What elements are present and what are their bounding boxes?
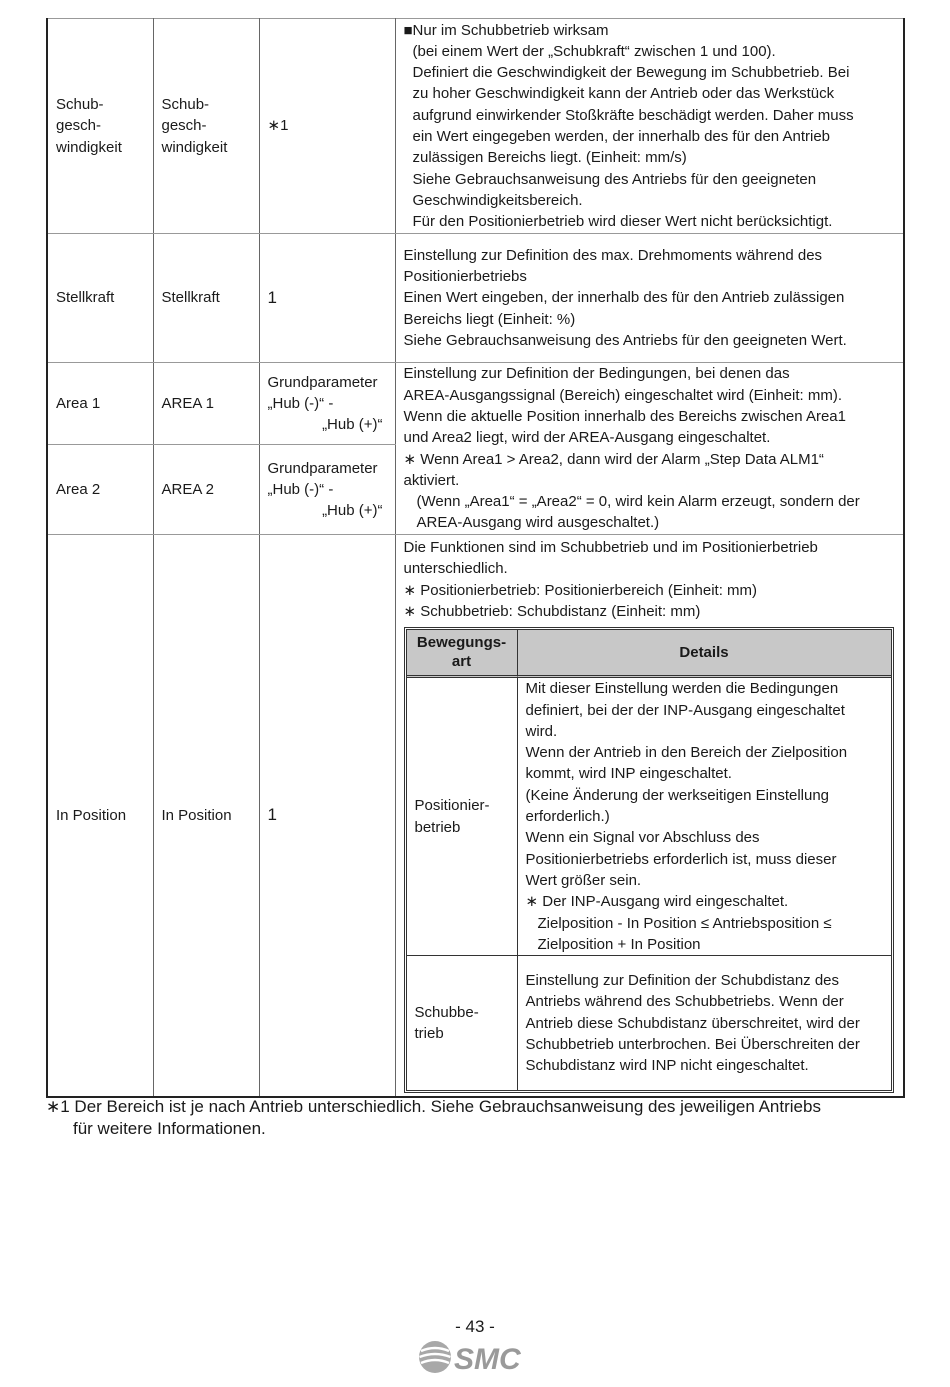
parameter-description-cell: [395, 19, 904, 234]
description-line: Geschwindigkeitsbereich.: [412, 191, 583, 209]
description-line: Die Funktionen sind im Schubbetrieb und im Positionierbetrieb: [403, 539, 818, 556]
details-line: Zielposition - In Position ≤ Antriebsposition ≤: [537, 914, 832, 932]
inner-header-row: [407, 630, 891, 678]
parameter-value-cell: [259, 445, 395, 535]
param-value-line: „Hub (+)“: [322, 416, 383, 434]
param-label-line: gesch-: [161, 117, 207, 135]
description-line: AREA-Ausgang wird ausgeschaltet.): [416, 514, 660, 532]
parameter-description-cell: [395, 535, 904, 1098]
header-details: Details: [517, 630, 891, 678]
description-line: ein Wert eingegeben werden, der innerhalb des für den Antrieb: [412, 128, 831, 145]
description-line: Wenn die aktuelle Position innerhalb des Bereichs zwischen Area1: [403, 407, 846, 425]
param-value-line: Grundparameter: [267, 373, 378, 391]
table-row-stellkraft: [47, 234, 904, 363]
details-line: definiert, bei der der INP-Ausgang eingeschaltet: [525, 701, 845, 719]
kind-line: trieb: [414, 1025, 444, 1043]
table-row-schubgeschwindigkeit: [47, 19, 904, 234]
movement-type-table-wrap: [404, 622, 898, 1093]
footnote-line: für weitere Informationen.: [73, 1118, 266, 1138]
details-line: Antrieb diese Schubdistanz überschreitet, wird der: [525, 1014, 860, 1032]
parameter-value-cell: [259, 234, 395, 363]
description-line: ∗ Positionierbetrieb: Positionierbereich (Einheit: mm): [403, 581, 758, 599]
parameter-label-cell: [153, 19, 259, 234]
movement-kind-cell: [407, 678, 517, 956]
details-line: kommt, wird INP eingeschaltet.: [525, 765, 732, 783]
description-line: und Area2 liegt, wird der AREA-Ausgang eingeschaltet.: [403, 429, 771, 447]
description-line: ∗ Wenn Area1 > Area2, dann wird der Alarm „Step Data ALM1“: [403, 450, 824, 468]
parameter-value-cell: [259, 363, 395, 445]
details-line: Schubdistanz wird INP nicht eingeschaltet.: [525, 1057, 809, 1075]
param-value: 1: [267, 805, 277, 825]
param-name-line: Schub-: [56, 96, 104, 114]
parameter-label-cell: AREA 2: [153, 445, 259, 535]
param-value-line: „Hub (-)“ -: [267, 394, 334, 412]
details-line: erforderlich.): [525, 808, 610, 826]
smc-logo-text: SMC: [454, 1343, 521, 1376]
parameter-name-cell: Area 2: [47, 445, 153, 535]
description-line: Einstellung zur Definition des max. Drehmoments während des: [403, 246, 823, 264]
details-line: ∗ Der INP-Ausgang wird eingeschaltet.: [525, 893, 789, 911]
details-line: Schubbetrieb unterbrochen. Bei Überschreiten der: [525, 1035, 860, 1053]
description-line: (Wenn „Area1“ = „Area2“ = 0, wird kein Alarm erzeugt, sondern der: [416, 493, 860, 511]
param-value-line: „Hub (-)“ -: [267, 480, 334, 498]
description-line: unterschiedlich.: [403, 560, 508, 578]
parameter-value-cell: [259, 19, 395, 234]
parameter-table: [46, 18, 905, 1098]
details-line: Zielposition + In Position: [537, 935, 701, 953]
description-line: Einen Wert eingeben, der innerhalb des für den Antrieb zulässigen: [403, 289, 845, 307]
description-line: Siehe Gebrauchsanweisung des Antriebs für den geeigneten: [412, 170, 817, 188]
param-value-line: Grundparameter: [267, 459, 378, 477]
description-line: aktiviert.: [403, 471, 460, 489]
parameter-name-cell: Area 1: [47, 363, 153, 445]
description-line: ■Nur im Schubbetrieb wirksam: [403, 21, 609, 39]
footnote-line: ∗1 Der Bereich ist je nach Antrieb unterschiedlich. Siehe Gebrauchsanweisung des jeweiligen Antriebs: [46, 1097, 821, 1116]
details-line: Wenn ein Signal vor Abschluss des: [525, 829, 760, 847]
page-number: - 43 -: [455, 1317, 495, 1336]
header-bewegungsart: [407, 630, 517, 678]
kind-line: Positionier-: [414, 797, 490, 815]
parameter-label-cell: In Position: [153, 535, 259, 1098]
description-line: Bereichs liegt (Einheit: %): [403, 310, 576, 328]
parameter-label-cell: AREA 1: [153, 363, 259, 445]
parameter-description-cell: [395, 234, 904, 363]
header-line: Bewegungs-: [416, 634, 507, 652]
param-value-line: „Hub (+)“: [322, 502, 383, 520]
table-row-in-position: [47, 535, 904, 1098]
description-line: Positionierbetriebs: [403, 268, 527, 286]
movement-details-cell: [517, 678, 891, 956]
description-line: (bei einem Wert der „Schubkraft“ zwischen 1 und 100).: [412, 42, 776, 60]
param-name-line: gesch-: [56, 117, 102, 135]
inner-row-positionierbetrieb: [407, 678, 891, 956]
header-line: art: [451, 653, 472, 671]
inner-row-schubbetrieb: [407, 956, 891, 1090]
movement-kind-cell: [407, 956, 517, 1090]
param-name-line: windigkeit: [56, 138, 122, 156]
description-line: ∗ Schubbetrieb: Schubdistanz (Einheit: mm): [403, 602, 701, 620]
description-line: zulässigen Bereichs liegt. (Einheit: mm/s): [412, 149, 687, 167]
description-line: Siehe Gebrauchsanweisung des Antriebs für den geeigneten Wert.: [403, 331, 847, 349]
parameter-label-cell: Stellkraft: [153, 234, 259, 363]
description-line: zu hoher Geschwindigkeit kann der Antrieb oder das Werkstück: [412, 85, 835, 103]
footnote: [46, 1096, 916, 1139]
details-line: Wenn der Antrieb in den Bereich der Zielposition: [525, 744, 848, 762]
parameter-value-cell: [259, 535, 395, 1098]
parameter-name-cell: In Position: [47, 535, 153, 1098]
movement-details-cell: [517, 956, 891, 1090]
table-row-area1: [47, 363, 904, 445]
kind-line: betrieb: [414, 818, 461, 836]
details-line: Einstellung zur Definition der Schubdistanz des: [525, 971, 840, 989]
details-line: Positionierbetriebs erforderlich ist, muss dieser: [525, 850, 837, 868]
param-label-line: Schub-: [161, 96, 210, 114]
parameter-description-cell: [395, 363, 904, 535]
parameter-name-cell: [47, 19, 153, 234]
description-line: Einstellung zur Definition der Bedingungen, bei denen das: [403, 365, 790, 383]
param-value: 1: [267, 287, 277, 307]
details-line: Antriebs während des Schubbetriebs. Wenn der: [525, 993, 844, 1011]
movement-type-table: [404, 627, 894, 1093]
smc-logo-mark: [419, 1341, 451, 1373]
details-line: Mit dieser Einstellung werden die Bedingungen: [525, 680, 839, 698]
parameter-name-cell: Stellkraft: [47, 234, 153, 363]
details-line: (Keine Änderung der werkseitigen Einstellung: [525, 786, 830, 804]
smc-logo: [417, 1338, 533, 1376]
description-line: aufgrund einwirkender Stoßkräfte beschädigt werden. Daher muss: [412, 106, 854, 124]
param-label-line: windigkeit: [161, 138, 228, 156]
description-line: Für den Positionierbetrieb wird dieser Wert nicht berücksichtigt.: [412, 213, 833, 231]
param-value: ∗1: [267, 117, 289, 135]
description-line: AREA-Ausgangssignal (Bereich) eingeschaltet wird (Einheit: mm).: [403, 386, 843, 404]
details-line: Wert größer sein.: [525, 871, 642, 889]
details-line: wird.: [525, 722, 558, 740]
description-line: Definiert die Geschwindigkeit der Bewegung im Schubbetrieb. Bei: [412, 64, 850, 82]
kind-line: Schubbe-: [414, 1003, 479, 1021]
